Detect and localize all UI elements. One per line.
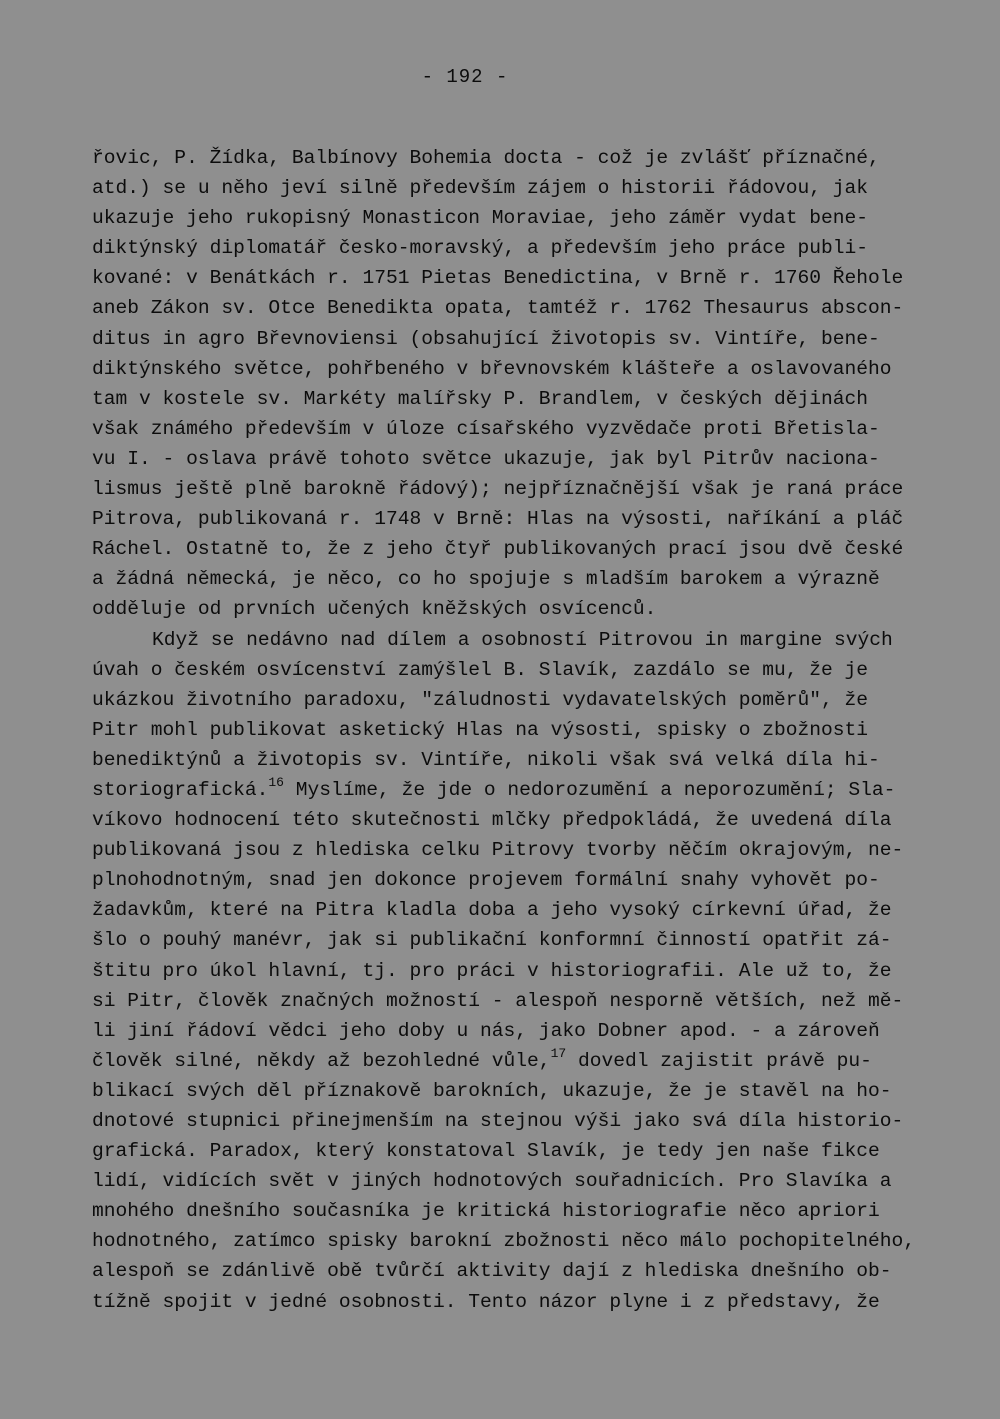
text-segment: Myslíme, že jde o nedorozumění a neporozumění; Sla- [283, 778, 896, 801]
text-line: šlo o pouhý manévr, jak si publikační konformní činností opatřit zá- [92, 929, 892, 952]
text-line: lismus ještě plně barokně řádový); nejpříznačnější však je raná práce [92, 478, 904, 501]
text-line: Když se nedávno nad dílem a osobností Pitrovou in margine svých [152, 628, 893, 651]
text-line: řovic, P. Žídka, Balbínovy Bohemia docta - což je zvlášť příznačné, [92, 147, 880, 169]
text-line: benediktýnů a životopis sv. Vintíře, nikoli však svá velká díla hi- [92, 748, 880, 771]
text-line: víkovo hodnocení této skutečnosti mlčky předpokládá, že uvedená díla [92, 809, 892, 832]
text-line: štitu pro úkol hlavní, tj. pro práci v historiografii. Ale už to, že [92, 959, 892, 982]
text-line: Pitrova, publikovaná r. 1748 v Brně: Hlas na výsosti, naříkání a pláč [92, 508, 904, 531]
text-line: tížně spojit v jedné osobnosti. Tento názor plyne i z představy, že [92, 1290, 880, 1313]
text-line: ukázkou životního paradoxu, "záludnosti vydavatelských poměrů", že [92, 688, 869, 711]
text-line: a žádná německá, je něco, co ho spojuje s mladším barokem a výrazně [92, 568, 880, 591]
text-segment: storiografická. [92, 778, 269, 801]
text-line: ukazuje jeho rukopisný Monasticon Moraviae, jeho záměr vydat bene- [92, 207, 869, 230]
text-line: li jiní řádoví vědci jeho doby u nás, jako Dobner apod. - a zároveň [92, 1019, 880, 1042]
footnote-reference-16: 16 [268, 774, 284, 790]
text-line: publikovaná jsou z hlediska celku Pitrovy tvorby něčím okrajovým, ne- [92, 839, 904, 862]
paragraph-1 [92, 143, 942, 625]
text-line: Ráchel. Ostatně to, že z jeho čtyř publikovaných prací jsou dvě české [92, 538, 904, 561]
text-line: tam v kostele sv. Markéty malířsky P. Brandlem, v českých dějinách [92, 387, 869, 410]
body-text [92, 143, 942, 1317]
text-line: si Pitr, člověk značných možností - alespoň nesporně větších, než mě- [92, 989, 904, 1012]
text-line-with-footnote [92, 1046, 942, 1076]
text-line: odděluje od prvních učených kněžských osvícenců. [92, 598, 657, 621]
text-line: však známého především v úloze císařského vyzvědače proti Břetisla- [92, 417, 880, 440]
paragraph-2 [92, 625, 942, 1317]
text-line-with-footnote [92, 775, 942, 805]
text-line: ditus in agro Břevnoviensi (obsahující životopis sv. Vintíře, bene- [92, 327, 880, 350]
text-line: Pitr mohl publikovat asketický Hlas na výsosti, spisky o zbožnosti [92, 718, 869, 741]
text-line: lidí, vidících svět v jiných hodnotových souřadnicích. Pro Slavíka a [92, 1170, 892, 1193]
text-line: kované: v Benátkách r. 1751 Pietas Benedictina, v Brně r. 1760 Řehole [92, 267, 904, 290]
text-line: plnohodnotným, snad jen dokonce projevem formální snahy vyhovět po- [92, 869, 880, 892]
text-line: grafická. Paradox, který konstatoval Slavík, je tedy jen naše fikce [92, 1140, 880, 1163]
text-line: vu I. - oslava právě tohoto světce ukazuje, jak byl Pitrův naciona- [92, 447, 880, 470]
text-line: dnotové stupnici přinejmenším na stejnou výši jako svá díla historio- [92, 1110, 904, 1132]
text-line: žadavkům, které na Pitra kladla doba a jeho vysoký církevní úřad, že [92, 899, 892, 922]
text-line: diktýnský diplomatář česko-moravský, a především jeho práce publi- [92, 237, 869, 260]
text-line: aneb Zákon sv. Otce Benedikta opata, tamtéž r. 1762 Thesaurus abscon- [92, 297, 904, 320]
text-line: hodnotného, zatímco spisky barokní zbožnosti něco málo pochopitelného, [92, 1230, 916, 1253]
text-line: alespoň se zdánlivě obě tvůrčí aktivity dají z hlediska dnešního ob- [92, 1260, 892, 1283]
footnote-reference-17: 17 [550, 1045, 567, 1061]
text-line: atd.) se u něho jeví silně především zájem o historii řádovou, jak [92, 177, 869, 200]
text-line: mnohého dnešního současníka je kritická historiografie něco apriori [92, 1200, 880, 1223]
text-line: diktýnského světce, pohřbeného v břevnovském klášteře a oslavovaného [92, 357, 892, 380]
text-line: úvah o českém osvícenství zamýšlel B. Slavík, zazdálo se mu, že je [92, 658, 869, 681]
text-line: blikací svých děl příznakově barokních, ukazuje, že je stavěl na ho- [92, 1079, 892, 1102]
text-segment: dovedl zajistit právě pu- [566, 1049, 872, 1072]
text-segment: člověk silné, někdy až bezohledné vůle, [92, 1049, 551, 1072]
page-number: - 192 - [421, 66, 509, 88]
